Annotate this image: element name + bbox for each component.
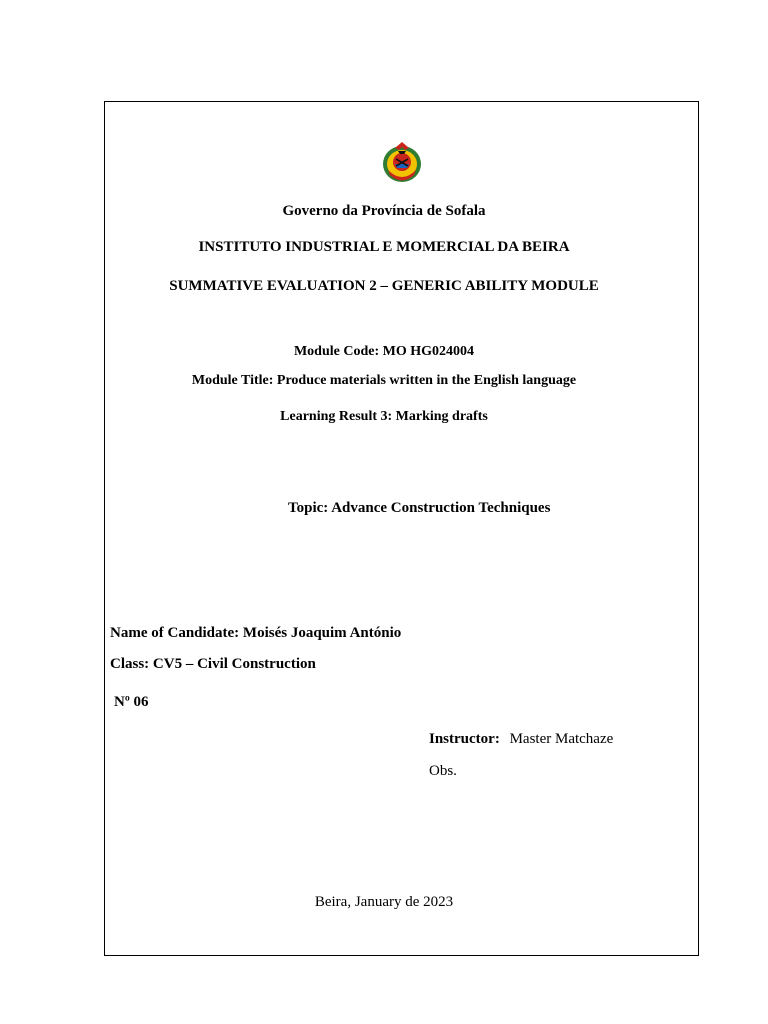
candidate-name: Name of Candidate: Moisés Joaquim António [110, 625, 402, 641]
module-code: Module Code: MO HG024004 [293, 344, 475, 359]
government-heading: Governo da Província de Sofala [282, 203, 486, 219]
instructor-line [429, 730, 613, 748]
instructor-name: Master Matchaze [509, 731, 614, 747]
instructor-label: Instructor: [429, 731, 500, 747]
coat-of-arms-emblem [381, 140, 423, 184]
evaluation-heading: SUMMATIVE EVALUATION 2 – GENERIC ABILITY MODULE [169, 278, 599, 294]
topic: Topic: Advance Construction Techniques [288, 500, 551, 516]
institute-heading: INSTITUTO INDUSTRIAL E MOMERCIAL DA BEIRA [198, 239, 570, 255]
candidate-number: Nº 06 [114, 694, 149, 710]
place-date: Beira, January de 2023 [314, 894, 454, 910]
module-title: Module Title: Produce materials written in the English language [191, 373, 577, 388]
page-border [104, 101, 699, 956]
obs-label: Obs. [429, 763, 457, 779]
learning-result: Learning Result 3: Marking drafts [280, 409, 488, 424]
candidate-class: Class: CV5 – Civil Construction [110, 656, 316, 672]
